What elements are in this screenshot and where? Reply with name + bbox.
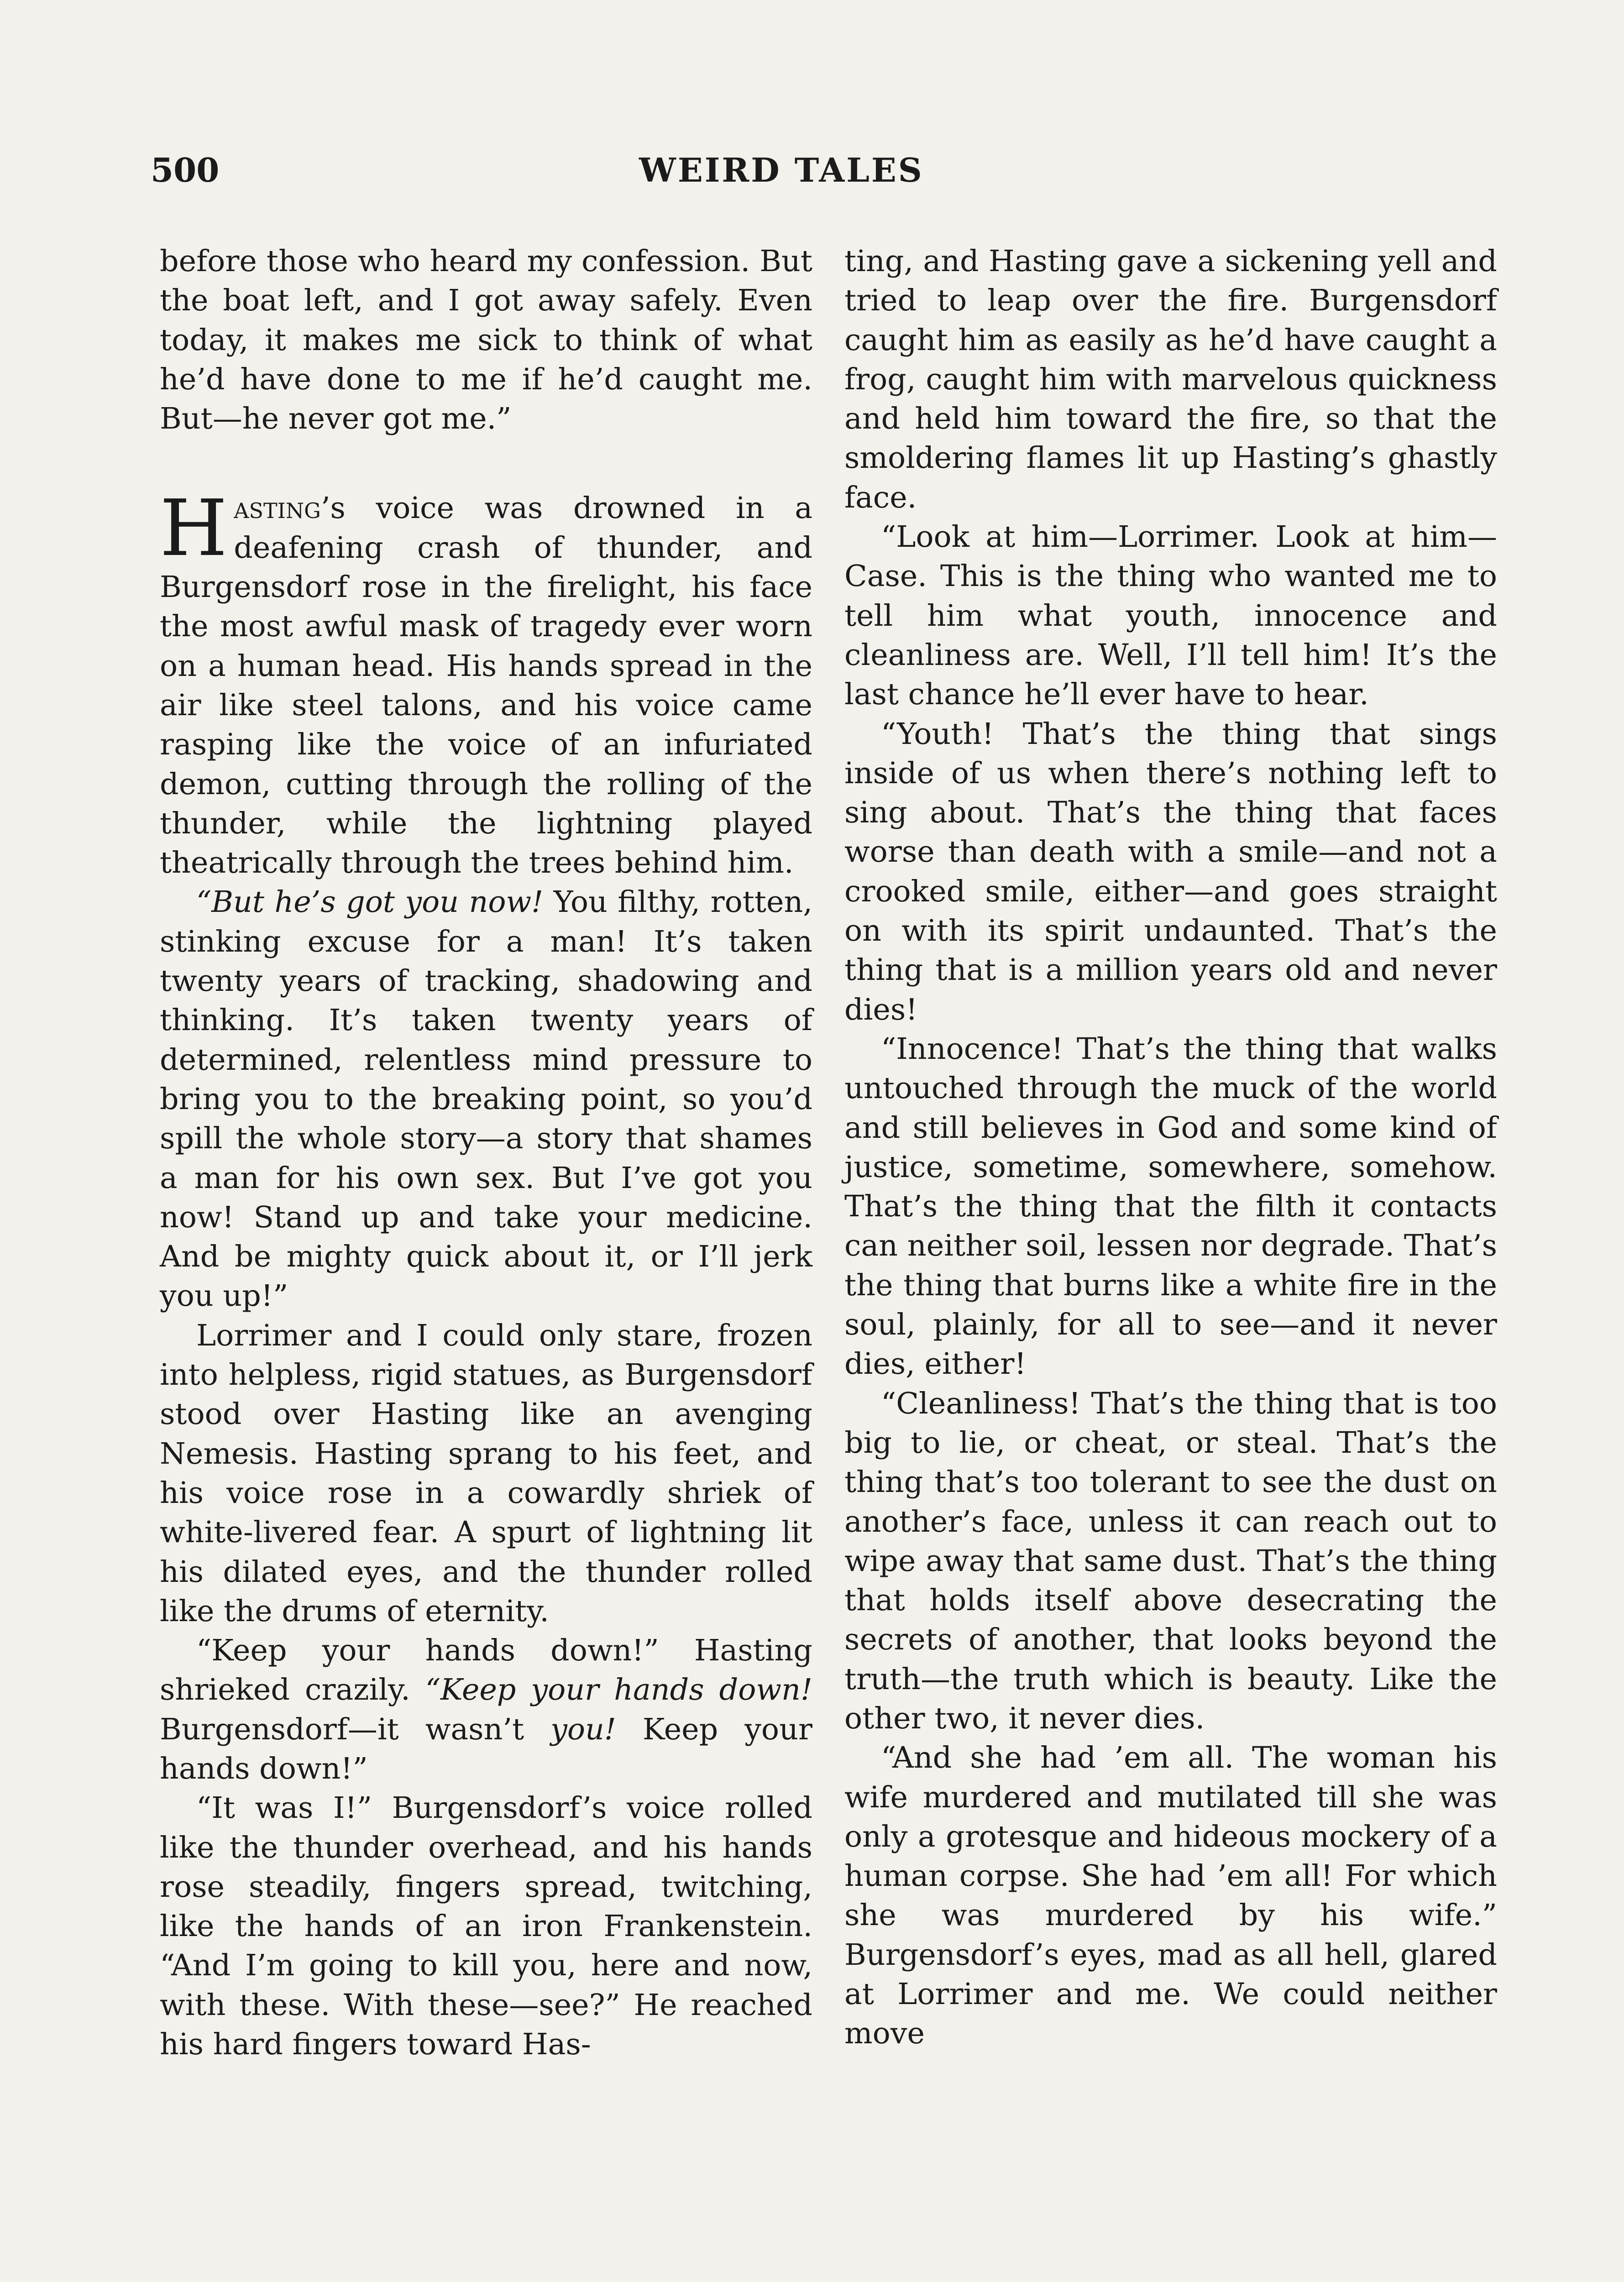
paragraph-text: Keep your hands down!” <box>160 1712 812 1786</box>
italic-text: “Keep your hands down! <box>425 1673 812 1707</box>
paragraph: “Look at him—Lorrimer. Look at him—Case. This is the thing who wanted me to tell him what youth, innocence and cleanliness are. Well, I’ll tell him! It’s the last chance he’ll ever have to hear. <box>844 520 1497 712</box>
paragraph: ting, and Hasting gave a sickening yell and tried to leap over the fire. Burgensdorf caught him as easily as he’d have caught a frog, caught him with marvelous quickness and held him toward the fire, so that the smoldering flames lit up Hasting’s ghastly face. <box>844 244 1497 515</box>
drop-cap: H <box>160 483 228 574</box>
paragraph: “Cleanliness! That’s the thing that is too big to lie, or cheat, or steal. That’s the thing that’s too tolerant to see the dust on another’s face, unless it can reach out to wipe away that same dust. That’s the thing that holds itself above desecrating the secrets of another, that looks beyond the truth—the truth which is beauty. Like the other two, it never dies. <box>844 1386 1497 1736</box>
paragraph: before those who heard my confession. But the boat left, and I got away safely. Even today, it makes me sick to think of what he’d have done to me if he’d caught me. But—he never got me.” <box>160 244 812 436</box>
paragraph: “Youth! That’s the thing that sings inside of us when there’s nothing left to sing about. That’s the thing that faces worse than death with a smile—and not a crooked smile, either—and goes straight on with its spirit undaunted. That’s the thing that is a million years old and never dies! <box>844 717 1497 1027</box>
paragraph: Lorrimer and I could only stare, frozen into helpless, rigid statues, as Burgensdorf stood over Hasting like an avenging Nemesis. Hasting sprang to his feet, and his voice rose in a cowardly shriek of white-livered fear. A spurt of lightning lit his dilated eyes, and the thunder rolled like the drums of eternity. <box>160 1318 812 1628</box>
page-number: 500 <box>151 151 220 189</box>
paragraph <box>160 883 812 1316</box>
paragraph-dropcap <box>160 483 812 883</box>
paragraph-text: ’s voice was drowned in a deafening crash of thunder, and Burgensdorf rose in the firelight, his face the most awful mask of tragedy ever worn on a human head. His hands spread in the air like steel talons, and his voice came rasping like the voice of an infuriated demon, cutting through the rolling of the thunder, while the lightning played theatrically through the trees behind him. <box>160 491 812 880</box>
paragraph-text: “Keep your hands down!” Hasting shrieked crazily. <box>160 1633 812 1707</box>
drop-cap-smallcaps: asting <box>234 491 321 526</box>
paragraph: “Innocence! That’s the thing that walks untouched through the muck of the world and still believes in God and some kind of justice, sometime, somewhere, somehow. That’s the thing that the filth it contacts can neither soil, lessen nor degrade. That’s the thing that burns like a white fire in the soul, plainly, for all to see—and it never dies, either! <box>844 1031 1497 1382</box>
right-column <box>844 242 1497 2054</box>
paragraph: “And she had ’em all. The woman his wife murdered and mutilated till she was only a grotesque and hideous mockery of a human corpse. She had ’em all! For which she was murdered by his wife.” Burgensdorf’s eyes, mad as all hell, glared at Lorrimer and me. We could neither move <box>844 1741 1497 2051</box>
left-column <box>160 242 812 2064</box>
paragraph: “It was I!” Burgensdorf’s voice rolled like the thunder overhead, and his hands rose steadily, fingers spread, twitching, like the hands of an iron Frankenstein. “And I’m going to kill you, here and now, with these. With these—see?” He reached his hard fingers toward Has- <box>160 1791 812 2062</box>
paragraph-text: You filthy, rotten, stinking excuse for a man! It’s taken twenty years of tracking, shadowing and thinking. It’s taken twenty years of determined, relentless mind pressure to bring you to the breaking point, so you’d spill the whole story—a story that shames a man for his own sex. But I’ve got you now! Stand up and take your medicine. And be mighty quick about it, or I’ll jerk you up!” <box>160 885 813 1314</box>
running-head-title: WEIRD TALES <box>639 151 924 189</box>
italic-text: you! <box>550 1712 616 1747</box>
italic-text: “But he’s got you now! <box>196 885 544 920</box>
paragraph <box>160 1631 812 1789</box>
paragraph-text: Burgensdorf—it wasn’t <box>160 1712 551 1747</box>
